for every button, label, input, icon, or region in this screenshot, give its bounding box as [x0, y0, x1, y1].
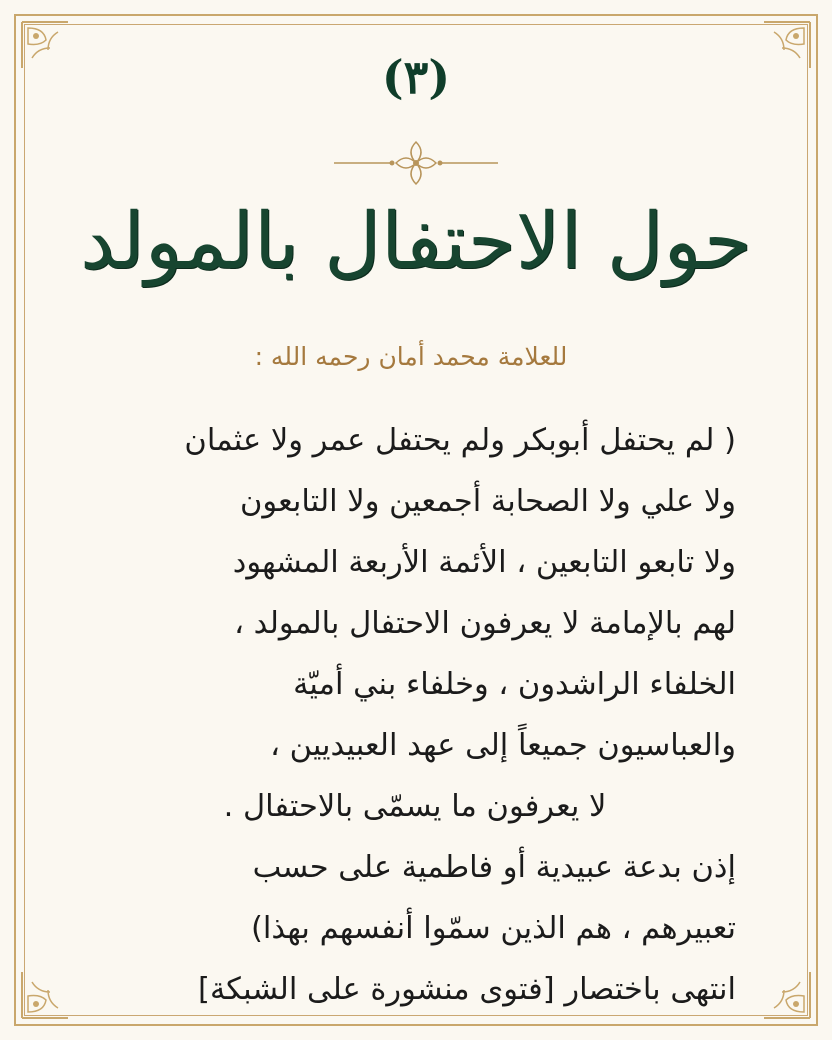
body-text: [94, 410, 736, 1020]
ornament-divider-icon: [330, 136, 502, 190]
text-line: والعباسيون جميعاً إلى عهد العبيديين ،: [270, 728, 736, 763]
text-line: إذن بدعة عبيدية أو فاطمية على حسب: [252, 850, 736, 885]
corner-ornament-icon: [758, 966, 814, 1022]
text-line: لهم بالإمامة لا يعرفون الاحتفال بالمولد ،: [234, 606, 736, 641]
text-line: ولا علي ولا الصحابة أجمعين ولا التابعون: [239, 484, 736, 519]
text-line: ( لم يحتفل أبوبكر ولم يحتفل عمر ولا عثمان: [184, 423, 736, 458]
page-number: (٣): [381, 50, 451, 104]
text-line: لا يعرفون ما يسمّى بالاحتفال .: [223, 789, 607, 824]
page-title: حول الاحتفال بالمولد: [80, 197, 752, 287]
corner-ornament-icon: [18, 966, 74, 1022]
author-subtitle: للعلامة محمد أمان رحمه الله :: [254, 342, 568, 371]
text-line: ولا تابعو التابعين ، الأئمة الأربعة المشهود: [232, 545, 736, 580]
text-line: تعبيرهم ، هم الذين سمّوا أنفسهم بهذا): [250, 911, 736, 946]
text-line: الخلفاء الراشدون ، وخلفاء بني أميّة: [293, 667, 736, 702]
text-line: انتهى باختصار [فتوى منشورة على الشبكة]: [198, 972, 736, 1007]
